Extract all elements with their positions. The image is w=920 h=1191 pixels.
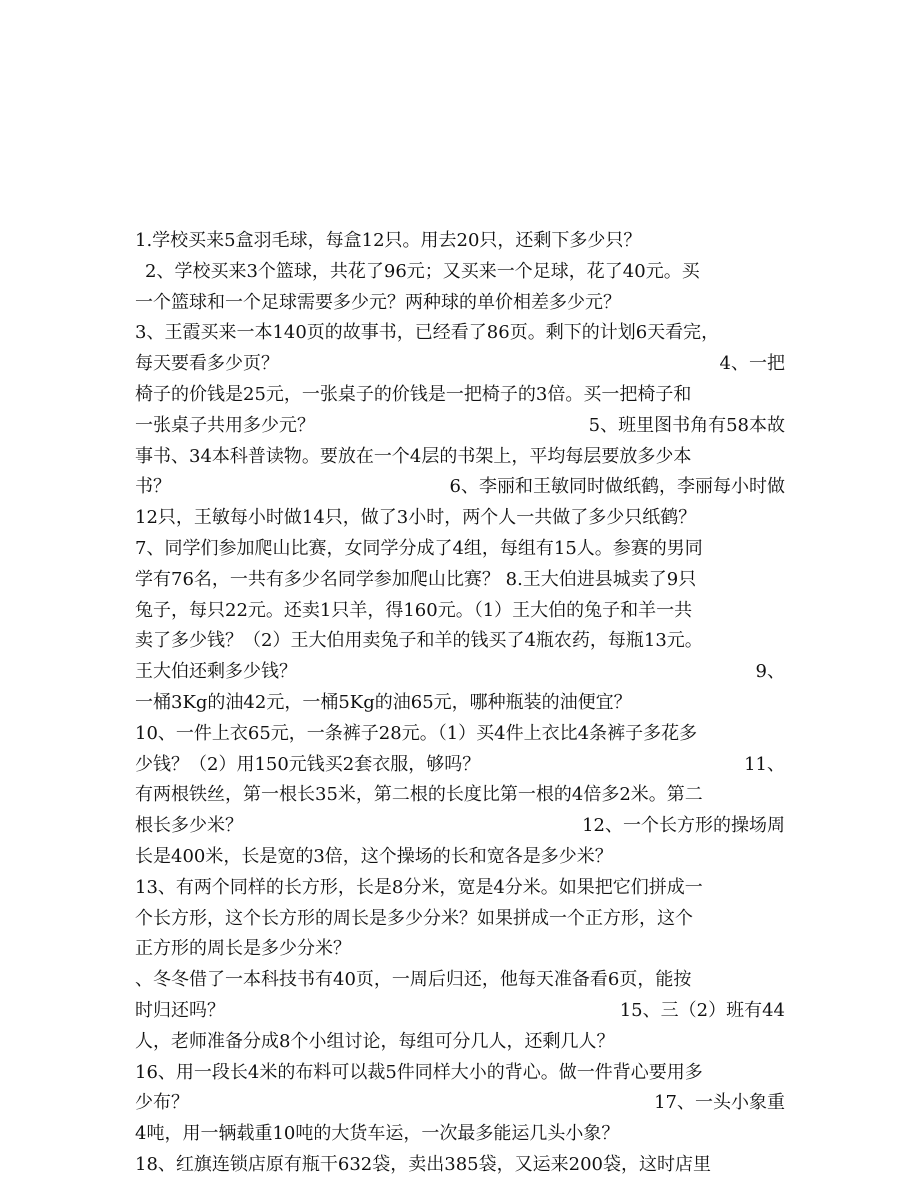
text-line-2-segment: 2、学校买来3个篮球，共花了96元；又买来一个足球，花了40元。买: [145, 260, 700, 282]
problem-text-block: [135, 226, 785, 1181]
text-line-6-segment: 椅子的价钱是25元，一张桌子的价钱是一把椅子的3倍。买一把椅子和: [135, 383, 692, 405]
text-line-21-segment: 长是400米，长是宽的3倍，这个操场的长和宽各是多少米？: [135, 845, 613, 867]
text-line-15-right: 9、: [755, 661, 785, 683]
text-line-26-left: 时归还吗？: [135, 999, 225, 1021]
text-line-27: [135, 1027, 785, 1058]
text-line-29: [135, 1088, 785, 1119]
text-line-9: [135, 472, 785, 503]
text-line-19-segment: 有两根铁丝，第一根长35米，第二根的长度比第一根的4倍多2米。第二: [135, 784, 703, 806]
text-line-7-left: 一张桌子共用多少元？: [135, 414, 315, 436]
text-line-10: [135, 503, 785, 534]
text-line-28-segment: 16、用一段长4米的布料可以裁5件同样大小的背心。做一件背心要用多: [135, 1061, 703, 1083]
text-line-24-segment: 正方形的周长是多少分米？: [135, 938, 351, 960]
text-line-4-segment: 3、王霞买来一本140页的故事书，已经看了86页。剩下的计划6天看完，: [135, 322, 720, 344]
text-line-20-left: 根长多少米？: [135, 815, 243, 837]
text-line-5-right: 4、一把: [719, 353, 785, 375]
text-line-25-segment: 、冬冬借了一本科技书有40页，一周后归还，他每天准备看6页，能按: [135, 969, 692, 991]
text-line-4: [135, 318, 785, 349]
text-line-3: [135, 288, 785, 319]
text-line-7: [135, 411, 785, 442]
text-line-13-segment: 兔子，每只22元。还卖1只羊，得160元。（1）王大伯的兔子和羊一共: [135, 599, 693, 621]
text-line-26: [135, 996, 785, 1027]
text-line-5: [135, 349, 785, 380]
text-line-30-segment: 4吨，用一辆载重10吨的大货车运，一次最多能运几头小象？: [135, 1123, 620, 1145]
text-line-2: [135, 257, 785, 288]
text-line-30: [135, 1119, 785, 1150]
text-line-29-right: 17、一头小象重: [654, 1092, 785, 1114]
text-line-8: [135, 442, 785, 473]
text-line-15-left: 王大伯还剩多少钱？: [135, 661, 297, 683]
text-line-25: [135, 965, 785, 996]
text-line-23-segment: 个长方形，这个长方形的周长是多少分米？如果拼成一个正方形，这个: [135, 907, 693, 929]
text-line-11-segment: 7、同学们参加爬山比赛，女同学分成了4组，每组有15人。参赛的男同: [135, 537, 703, 559]
text-line-12: [135, 565, 785, 596]
text-line-18-left: 少钱？（2）用150元钱买2套衣服，够吗？: [135, 753, 481, 775]
text-line-17-segment: 10、一件上衣65元，一条裤子28元。（1）买4件上衣比4条裤子多花多: [135, 722, 698, 744]
text-line-18-right: 11、: [744, 753, 785, 775]
text-line-21: [135, 842, 785, 873]
text-line-11: [135, 534, 785, 565]
text-line-1-segment: 1.学校买来5盒羽毛球，每盒12只。用去20只，还剩下多少只？: [135, 230, 642, 251]
text-line-7-right: 5、班里图书角有58本故: [588, 414, 785, 436]
text-line-3-segment: 一个篮球和一个足球需要多少元？两种球的单价相差多少元？: [135, 291, 621, 313]
text-line-19: [135, 780, 785, 811]
text-line-31-segment: 18、红旗连锁店原有瓶干632袋，卖出385袋，又运来200袋，这时店里: [135, 1153, 711, 1175]
text-line-9-right: 6、李丽和王敏同时做纸鹤，李丽每小时做: [449, 476, 785, 498]
text-line-24: [135, 934, 785, 965]
text-line-17: [135, 719, 785, 750]
text-line-5-left: 每天要看多少页？: [135, 353, 279, 375]
text-line-8-segment: 事书、34本科普读物。要放在一个4层的书架上，平均每层要放多少本: [135, 445, 692, 467]
text-line-29-left: 少布？: [135, 1092, 189, 1114]
text-line-22: [135, 873, 785, 904]
text-line-26-right: 15、三（2）班有44: [619, 999, 785, 1021]
text-line-14-segment: 卖了多少钱？（2）王大伯用卖兔子和羊的钱买了4瓶农药，每瓶13元。: [135, 630, 703, 652]
text-line-14: [135, 626, 785, 657]
text-line-20-right: 12、一个长方形的操场周: [582, 815, 785, 837]
text-line-16: [135, 688, 785, 719]
text-line-20: [135, 811, 785, 842]
text-line-12-segment: 学有76名，一共有多少名同学参加爬山比赛？ 8.王大伯进县城卖了9只: [135, 568, 697, 590]
text-line-18: [135, 750, 785, 781]
text-line-16-segment: 一桶3Kg的油42元，一桶5Kg的油65元，哪种瓶装的油便宜？: [135, 691, 632, 713]
text-line-6: [135, 380, 785, 411]
text-line-15: [135, 657, 785, 688]
text-line-1: [135, 226, 785, 257]
text-line-31: [135, 1150, 785, 1181]
text-line-28: [135, 1058, 785, 1089]
text-line-22-segment: 13、有两个同样的长方形，长是8分米，宽是4分米。如果把它们拼成一: [135, 876, 703, 898]
text-line-27-segment: 人，老师准备分成8个小组讨论，每组可分几人，还剩几人？: [135, 1030, 615, 1052]
text-line-13: [135, 596, 785, 627]
text-line-9-left: 书？: [135, 476, 171, 498]
text-line-23: [135, 904, 785, 935]
text-line-10-segment: 12只，王敏每小时做14只，做了3小时，两个人一共做了多少只纸鹤？: [135, 507, 697, 529]
